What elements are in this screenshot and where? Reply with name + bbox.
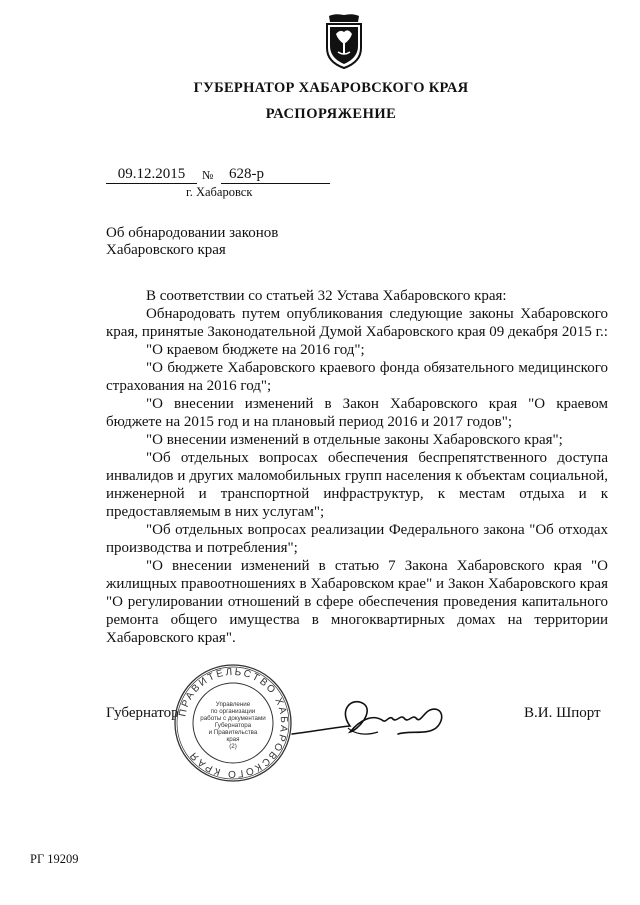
body-paragraph: "Об отдельных вопросах обеспечения беспрепятственного доступа инвалидов и других маломобильных групп населения к объектам социальной, инженерной и транспортной инфраструктур, к местам отдыха и к предоставляемым в них услугам"; [106,450,608,520]
signatory-name: В.И. Шпорт [524,705,601,721]
document-city: г. Хабаровск [186,185,253,199]
stamp-ring-text: ПРАВИТЕЛЬСТВО ХАБАРОВСКОГО КРАЯ [177,666,290,780]
authority-title: ГУБЕРНАТОР ХАБАРОВСКОГО КРАЯ [193,80,469,96]
document-date: 09.12.2015 [106,166,197,184]
document-number: 628-р [221,166,330,184]
document-body [106,287,608,647]
subject-line: Хабаровского края [106,242,226,258]
stamp-line: и Правительства [208,729,258,736]
body-paragraph: "О внесении изменений в отдельные законы Хабаровского края"; [146,432,563,448]
registration-number: РГ 19209 [30,852,79,866]
stamp-line: по организации [210,708,256,715]
body-paragraph: "О краевом бюджете на 2016 год"; [146,342,365,358]
body-paragraph: Обнародовать путем опубликования следующие законы Хабаровского края, принятые Законодательной Думой Хабаровского края 09 декабря 2015 г.: [106,306,608,340]
stamp-line: работы с документами [200,715,266,722]
body-paragraph: "О внесении изменений в Закон Хабаровского края "О краевом бюджете на 2015 год и на плановый период 2016 и 2017 годов"; [106,396,608,430]
handwritten-signature [290,690,450,750]
body-paragraph: "О бюджете Хабаровского краевого фонда обязательного медицинского страхования на 2016 год"; [106,360,608,394]
number-label: № [202,168,214,182]
stamp-line: Управление [215,701,251,708]
document-type: РАСПОРЯЖЕНИЕ [265,106,397,122]
coat-of-arms-icon [323,12,365,70]
stamp-line: (2) [229,743,237,750]
subject-line: Об обнародовании законов [106,225,279,241]
document-subject [106,225,366,259]
body-paragraph: "Об отдельных вопросах реализации Федерального закона "Об отходах производства и потребления"; [106,522,608,556]
stamp-line: края [226,736,240,743]
official-stamp [172,662,294,784]
stamp-line: Губернатора [214,722,252,729]
body-paragraph: В соответствии со статьей 32 Устава Хабаровского края: [146,288,507,304]
signature-title: Губернатор [106,705,179,721]
body-paragraph: "О внесении изменений в статью 7 Закона Хабаровского края "О жилищных правоотношениях в Хабаровском крае" и Закон Хабаровского края "О регулировании отношений в сфере обеспечения проведения капитального ремонта общего имущества в многоквартирных домах на территории Хабаровского края". [106,558,608,646]
